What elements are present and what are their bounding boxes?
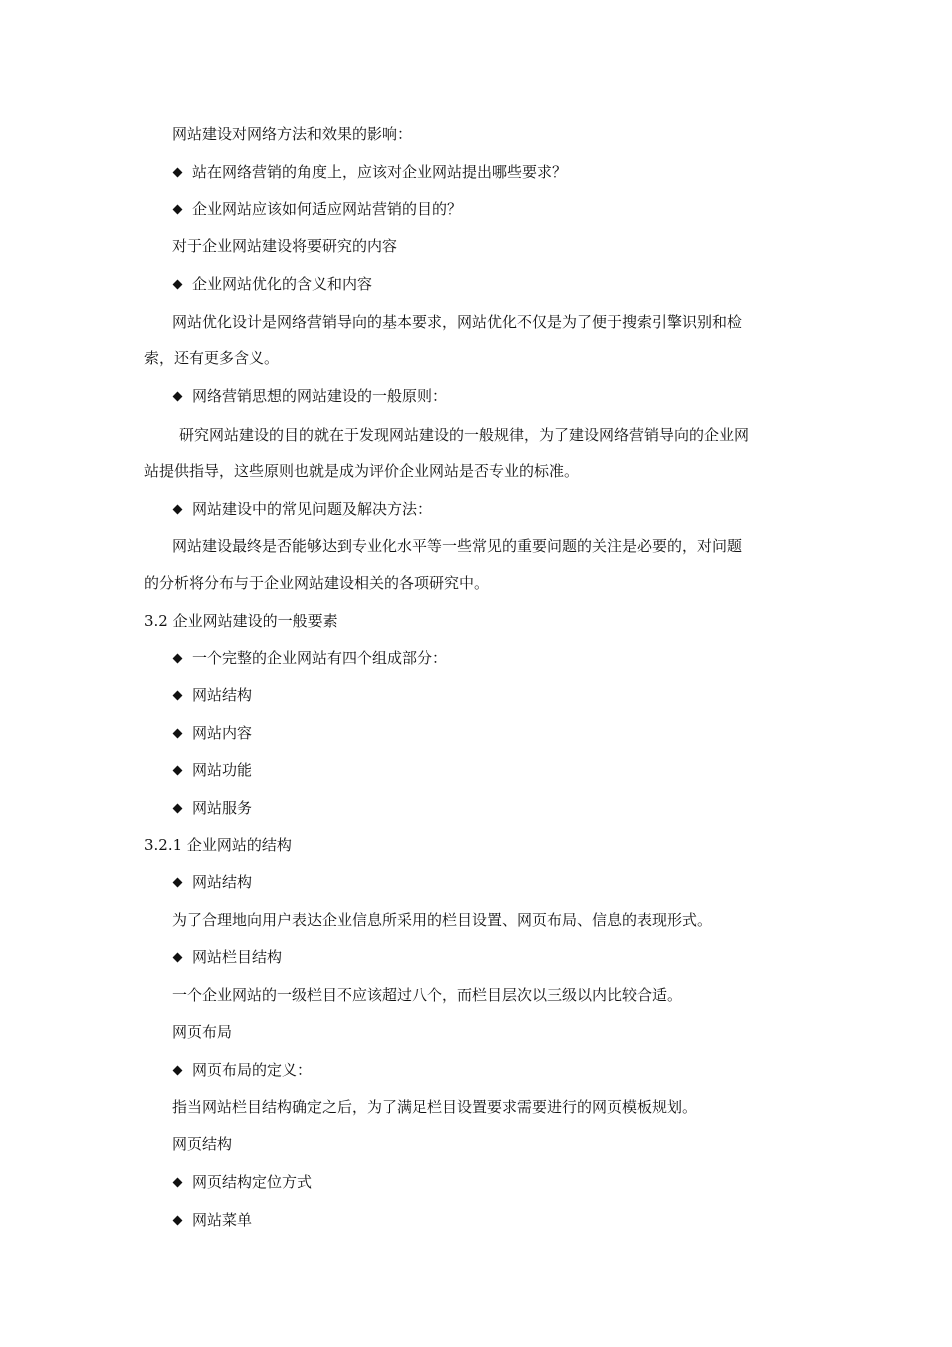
diamond-bullet-icon — [173, 204, 183, 214]
paragraph-line: 网页结构 — [172, 1135, 233, 1153]
paragraph-line: 对于企业网站建设将要研究的内容 — [172, 237, 398, 255]
paragraph-line: 网站优化设计是网络营销导向的基本要求，网站优化不仅是为了便于搜索引擎识别和检 — [172, 313, 743, 331]
diamond-bullet-icon — [173, 1215, 183, 1225]
bullet-item — [172, 274, 372, 294]
diamond-bullet-icon — [173, 765, 183, 775]
bullet-item — [172, 760, 252, 780]
paragraph-line: 研究网站建设的目的就在于发现网站建设的一般规律，为了建设网络营销导向的企业网 — [179, 426, 750, 444]
bullet-item-text: 网络营销思想的网站建设的一般原则： — [192, 387, 448, 405]
diamond-bullet-icon — [173, 391, 183, 401]
bullet-item-text: 网站服务 — [192, 799, 253, 817]
paragraph-line: 网站建设对网络方法和效果的影响： — [172, 125, 413, 143]
diamond-bullet-icon — [173, 504, 183, 514]
bullet-item-text: 网站结构 — [192, 873, 253, 891]
bullet-item — [172, 648, 447, 668]
paragraph-line: 为了合理地向用户表达企业信息所采用的栏目设置、网页布局、信息的表现形式。 — [172, 911, 713, 929]
section-heading: 3.2 企业网站建设的一般要素 — [144, 612, 338, 630]
bullet-item-text: 企业网站应该如何适应网站营销的目的？ — [192, 200, 463, 218]
bullet-item-text: 网站结构 — [192, 686, 253, 704]
bullet-item — [172, 386, 447, 406]
bullet-item-text: 网站内容 — [192, 724, 253, 742]
diamond-bullet-icon — [173, 728, 183, 738]
bullet-item — [172, 1172, 312, 1192]
diamond-bullet-icon — [173, 1177, 183, 1187]
bullet-item — [172, 499, 432, 519]
bullet-item-text: 网站菜单 — [192, 1211, 253, 1229]
diamond-bullet-icon — [173, 877, 183, 887]
bullet-item — [172, 1060, 312, 1080]
paragraph-line: 网站建设最终是否能够达到专业化水平等一些常见的重要问题的关注是必要的，对问题 — [172, 537, 743, 555]
bullet-item — [172, 1210, 252, 1230]
paragraph-line: 一个企业网站的一级栏目不应该超过八个，而栏目层次以三级以内比较合适。 — [172, 986, 683, 1004]
bullet-item — [172, 798, 252, 818]
bullet-item — [172, 199, 462, 219]
bullet-item — [172, 162, 567, 182]
diamond-bullet-icon — [173, 279, 183, 289]
diamond-bullet-icon — [173, 653, 183, 663]
diamond-bullet-icon — [173, 167, 183, 177]
bullet-item-text: 网站建设中的常见问题及解决方法： — [192, 500, 433, 518]
paragraph-line: 索，还有更多含义。 — [144, 349, 280, 367]
paragraph-line: 网页布局 — [172, 1023, 233, 1041]
diamond-bullet-icon — [173, 1065, 183, 1075]
diamond-bullet-icon — [173, 952, 183, 962]
bullet-item-text: 站在网络营销的角度上，应该对企业网站提出哪些要求？ — [192, 163, 568, 181]
bullet-item-text: 网站栏目结构 — [192, 948, 283, 966]
diamond-bullet-icon — [173, 690, 183, 700]
bullet-item-text: 一个完整的企业网站有四个组成部分： — [192, 649, 448, 667]
bullet-item-text: 网页结构定位方式 — [192, 1173, 313, 1191]
paragraph-line: 的分析将分布与于企业网站建设相关的各项研究中。 — [144, 574, 490, 592]
bullet-item — [172, 723, 252, 743]
diamond-bullet-icon — [173, 803, 183, 813]
bullet-item — [172, 872, 252, 892]
bullet-item-text: 网页布局的定义： — [192, 1061, 313, 1079]
bullet-item — [172, 685, 252, 705]
bullet-item-text: 网站功能 — [192, 761, 253, 779]
paragraph-line: 指当网站栏目结构确定之后，为了满足栏目设置要求需要进行的网页模板规划。 — [172, 1098, 698, 1116]
paragraph-line: 站提供指导，这些原则也就是成为评价企业网站是否专业的标准。 — [144, 462, 580, 480]
bullet-item — [172, 947, 282, 967]
subsection-heading: 3.2.1 企业网站的结构 — [144, 836, 292, 854]
bullet-item-text: 企业网站优化的含义和内容 — [192, 275, 373, 293]
